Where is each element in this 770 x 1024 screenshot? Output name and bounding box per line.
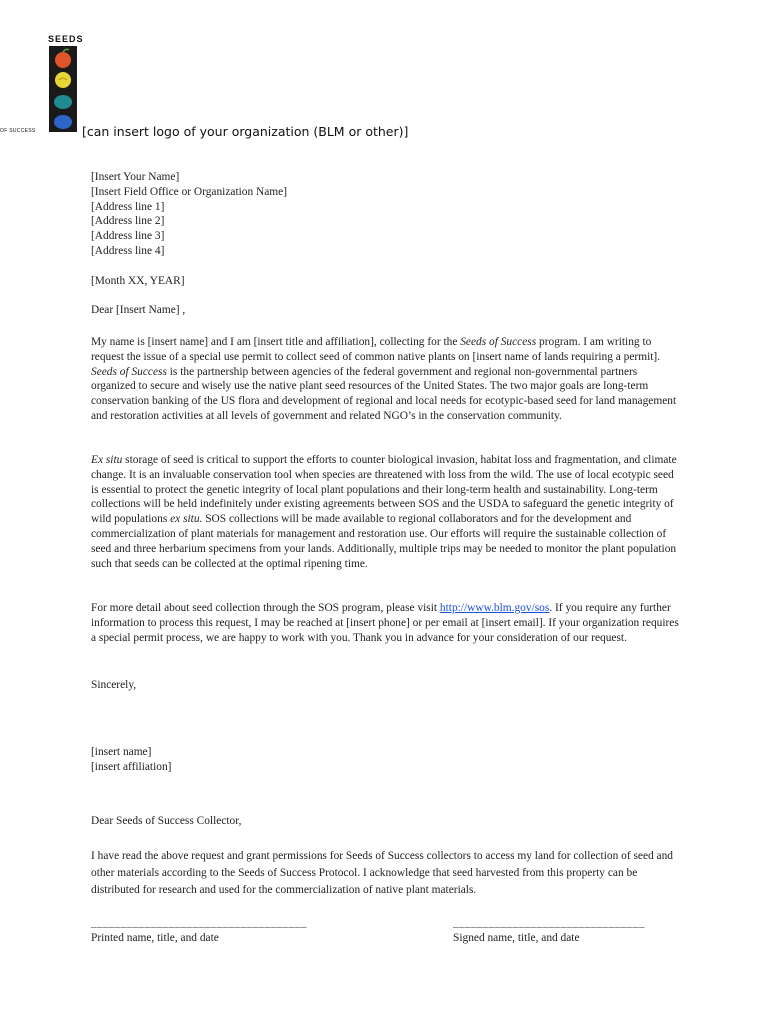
sender-address-line-4: [Address line 4] (91, 244, 165, 257)
sender-address-line-1: [Address line 1] (91, 200, 165, 213)
signed-name-line: ________________________________ (453, 917, 645, 929)
reply-permission-text: I have read the above request and grant permissions for Seeds of Success collectors to access my land for collection of seed and other materials according to the Seeds of Success Protocol. I acknowledge that seed harvested from this property can be distributed for research and used for the commercialization of native plant materials. (91, 850, 673, 896)
red-seed-icon (55, 52, 71, 68)
para3-text-b: . If you require any further information to process this request, I may be reached at [insert phone] or per email at [insert email]. If your organization requires a special permit process, we are happy to work with you. Thank you in advance for your consideration of our request. (91, 602, 679, 644)
logo-seed-icons (49, 46, 77, 132)
signer-block (91, 745, 681, 775)
signer-name: [insert name] (91, 746, 152, 758)
para2-text-b: storage of seed is critical to support the efforts to counter biological invasion, habitat loss and fragmentation, and climate change. It is an invaluable conservation tool when species are threatened with loss from the wild. The use of local ecotypic seed is essential to protect the genetic integrity of local plant populations and their long-term health and sustainability. Long-term collections will be held indefinitely under existing agreements between SOS and the USDA to safeguard the genetic integrity of wild populations (91, 454, 677, 526)
logo-traffic-light (49, 46, 77, 132)
blue-seed-icon (54, 115, 72, 129)
letter-date: [Month XX, YEAR] (91, 275, 185, 287)
sender-organization: [Insert Field Office or Organization Name] (91, 185, 287, 198)
reply-salutation: Dear Seeds of Success Collector, (91, 815, 242, 827)
para1-text-a: My name is [insert name] and I am [insert title and affiliation], collecting for the (91, 336, 461, 348)
paragraph-contact (91, 601, 681, 645)
red-seed-stem (63, 49, 69, 52)
paragraph-intro (91, 335, 681, 424)
teal-seed-icon (54, 95, 72, 109)
para2-ex-situ-2: ex situ. (170, 513, 203, 526)
para2-ex-situ: Ex situ (91, 454, 123, 466)
printed-name-label: Printed name, title, and date (91, 932, 219, 944)
yellow-seed-icon (55, 72, 71, 88)
para3-text-a: For more detail about seed collection through the SOS program, please visit (91, 602, 440, 614)
signer-affiliation: [insert affiliation] (91, 760, 172, 773)
sender-name: [Insert Your Name] (91, 171, 180, 183)
sender-address-line-3: [Address line 3] (91, 230, 165, 243)
para2-text-d: SOS collections will be made available to regional collaborators and for the development and commercialization of plant materials for management and restoration use. Our efforts will require the sustainable collection of seed and three herbarium specimens from your lands. Additionally, multiple trips may be needed to monitor the plant population such that seeds can be collected at the optimal ripening time. (91, 513, 677, 570)
para1-program-name: Seeds of Success (460, 336, 537, 348)
para1-text-c: program. I am writing to request the issue of a special use permit to collect seed of common native plants on [insert name of lands requiring a permit]. (91, 336, 661, 363)
printed-name-line: ____________________________________ (91, 917, 307, 929)
logo-placeholder-caption: [can insert logo of your organization (BLM or other)] (82, 124, 409, 139)
sos-website-link[interactable]: http://www.blm.gov/sos (439, 602, 550, 614)
para1-program-name-2: Seeds of Success (91, 365, 167, 378)
letter-closing: Sincerely, (91, 679, 137, 691)
logo-brand-bottom: OF SUCCESS (0, 128, 36, 134)
paragraph-ex-situ (91, 453, 681, 571)
sender-address-line-2: [Address line 2] (91, 215, 165, 228)
organization-logo (44, 34, 84, 132)
sender-address (91, 170, 681, 259)
signed-name-label: Signed name, title, and date (453, 932, 580, 944)
letter-salutation: Dear [Insert Name] , (91, 304, 186, 316)
para1-text-e: is the partnership between agencies of the federal government and regional non-governmental partners organized to secure and wisely use the native plant seed resources of the United States. The two major goals are long-term conservation banking of the US flora and development of regional and local needs for ecotypic-based seed for land management and restoration activities at all levels of government and related NGO’s in the conservation community. (91, 365, 677, 422)
logo-brand-top: SEEDS (48, 34, 84, 44)
